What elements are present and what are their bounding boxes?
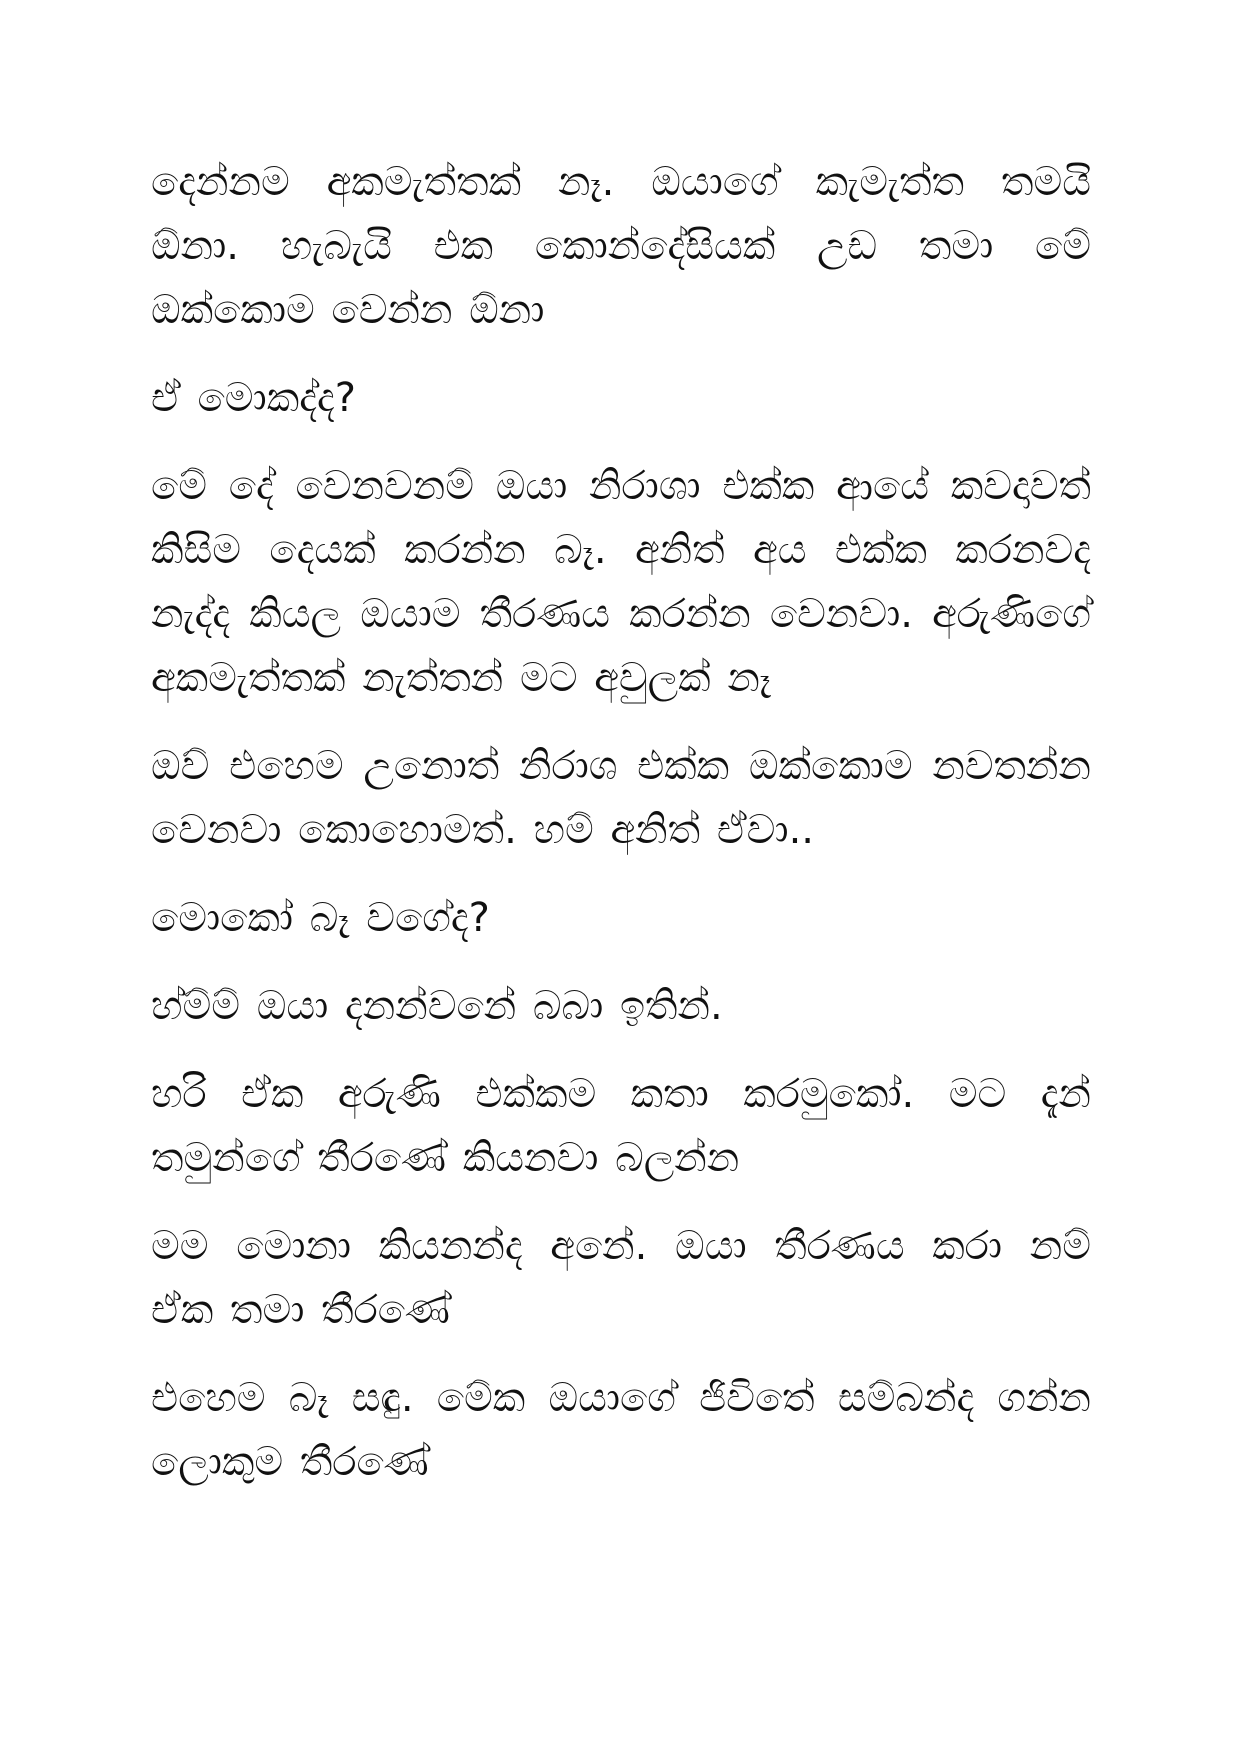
paragraph-2: ඒ මොකද්ද? (151, 375, 356, 421)
paragraph-6: හ්ම්ම් ඔයා දනන්වනේ බබා ඉතින්. (151, 983, 723, 1029)
paragraph-5: මොකෝ බෑ වගේද? (151, 895, 490, 941)
body-text (151, 150, 1091, 1518)
paragraph-3: මේ දේ වෙනවනම් ඔයා නිරාශා එක්ක ආයේ කවදාවත් කිසිම දෙයක් කරන්න බෑ. අනිත් අය එක්ක කරනවද නැද්ද කියල ඔයාම තීරණය කරන්න වෙනවා. අරුණිගේ අකමැත්තක් නැත්තන් මට අවුලක් නෑ (151, 463, 1091, 701)
paragraph-4: ඔව් එහෙම උනොත් නිරාශ එක්ක ඔක්කොම නවතන්න වෙනවා කොහොමත්. හම් අනිත් ඒවා.. (151, 743, 1091, 853)
paragraph-1: දෙන්නම අකමැත්තක් නෑ. ඔයාගේ කැමැත්ත තමයි ඕනා. හැබැයි එක කොන්දේසියක් උඩ තමා මේ ඔක්කොම වෙන්න ඕනා (151, 159, 1091, 333)
paragraph-7: හරි ඒක අරුණි එක්කම කතා කරමුකෝ. මට දැන් තමුන්ගේ තීරණේ කියනවා බලන්න (151, 1071, 1091, 1181)
paragraph-8: මම මොනා කියනන්ද අනේ. ඔයා තීරණය කරා නම් ඒක තමා තීරණේ (151, 1223, 1091, 1333)
paragraph-9: එහෙම බෑ සඳු. මේක ඔයාගේ ජිවිතේ සම්බන්ද ගන්න ලොකුම තීරණේ (151, 1375, 1091, 1485)
